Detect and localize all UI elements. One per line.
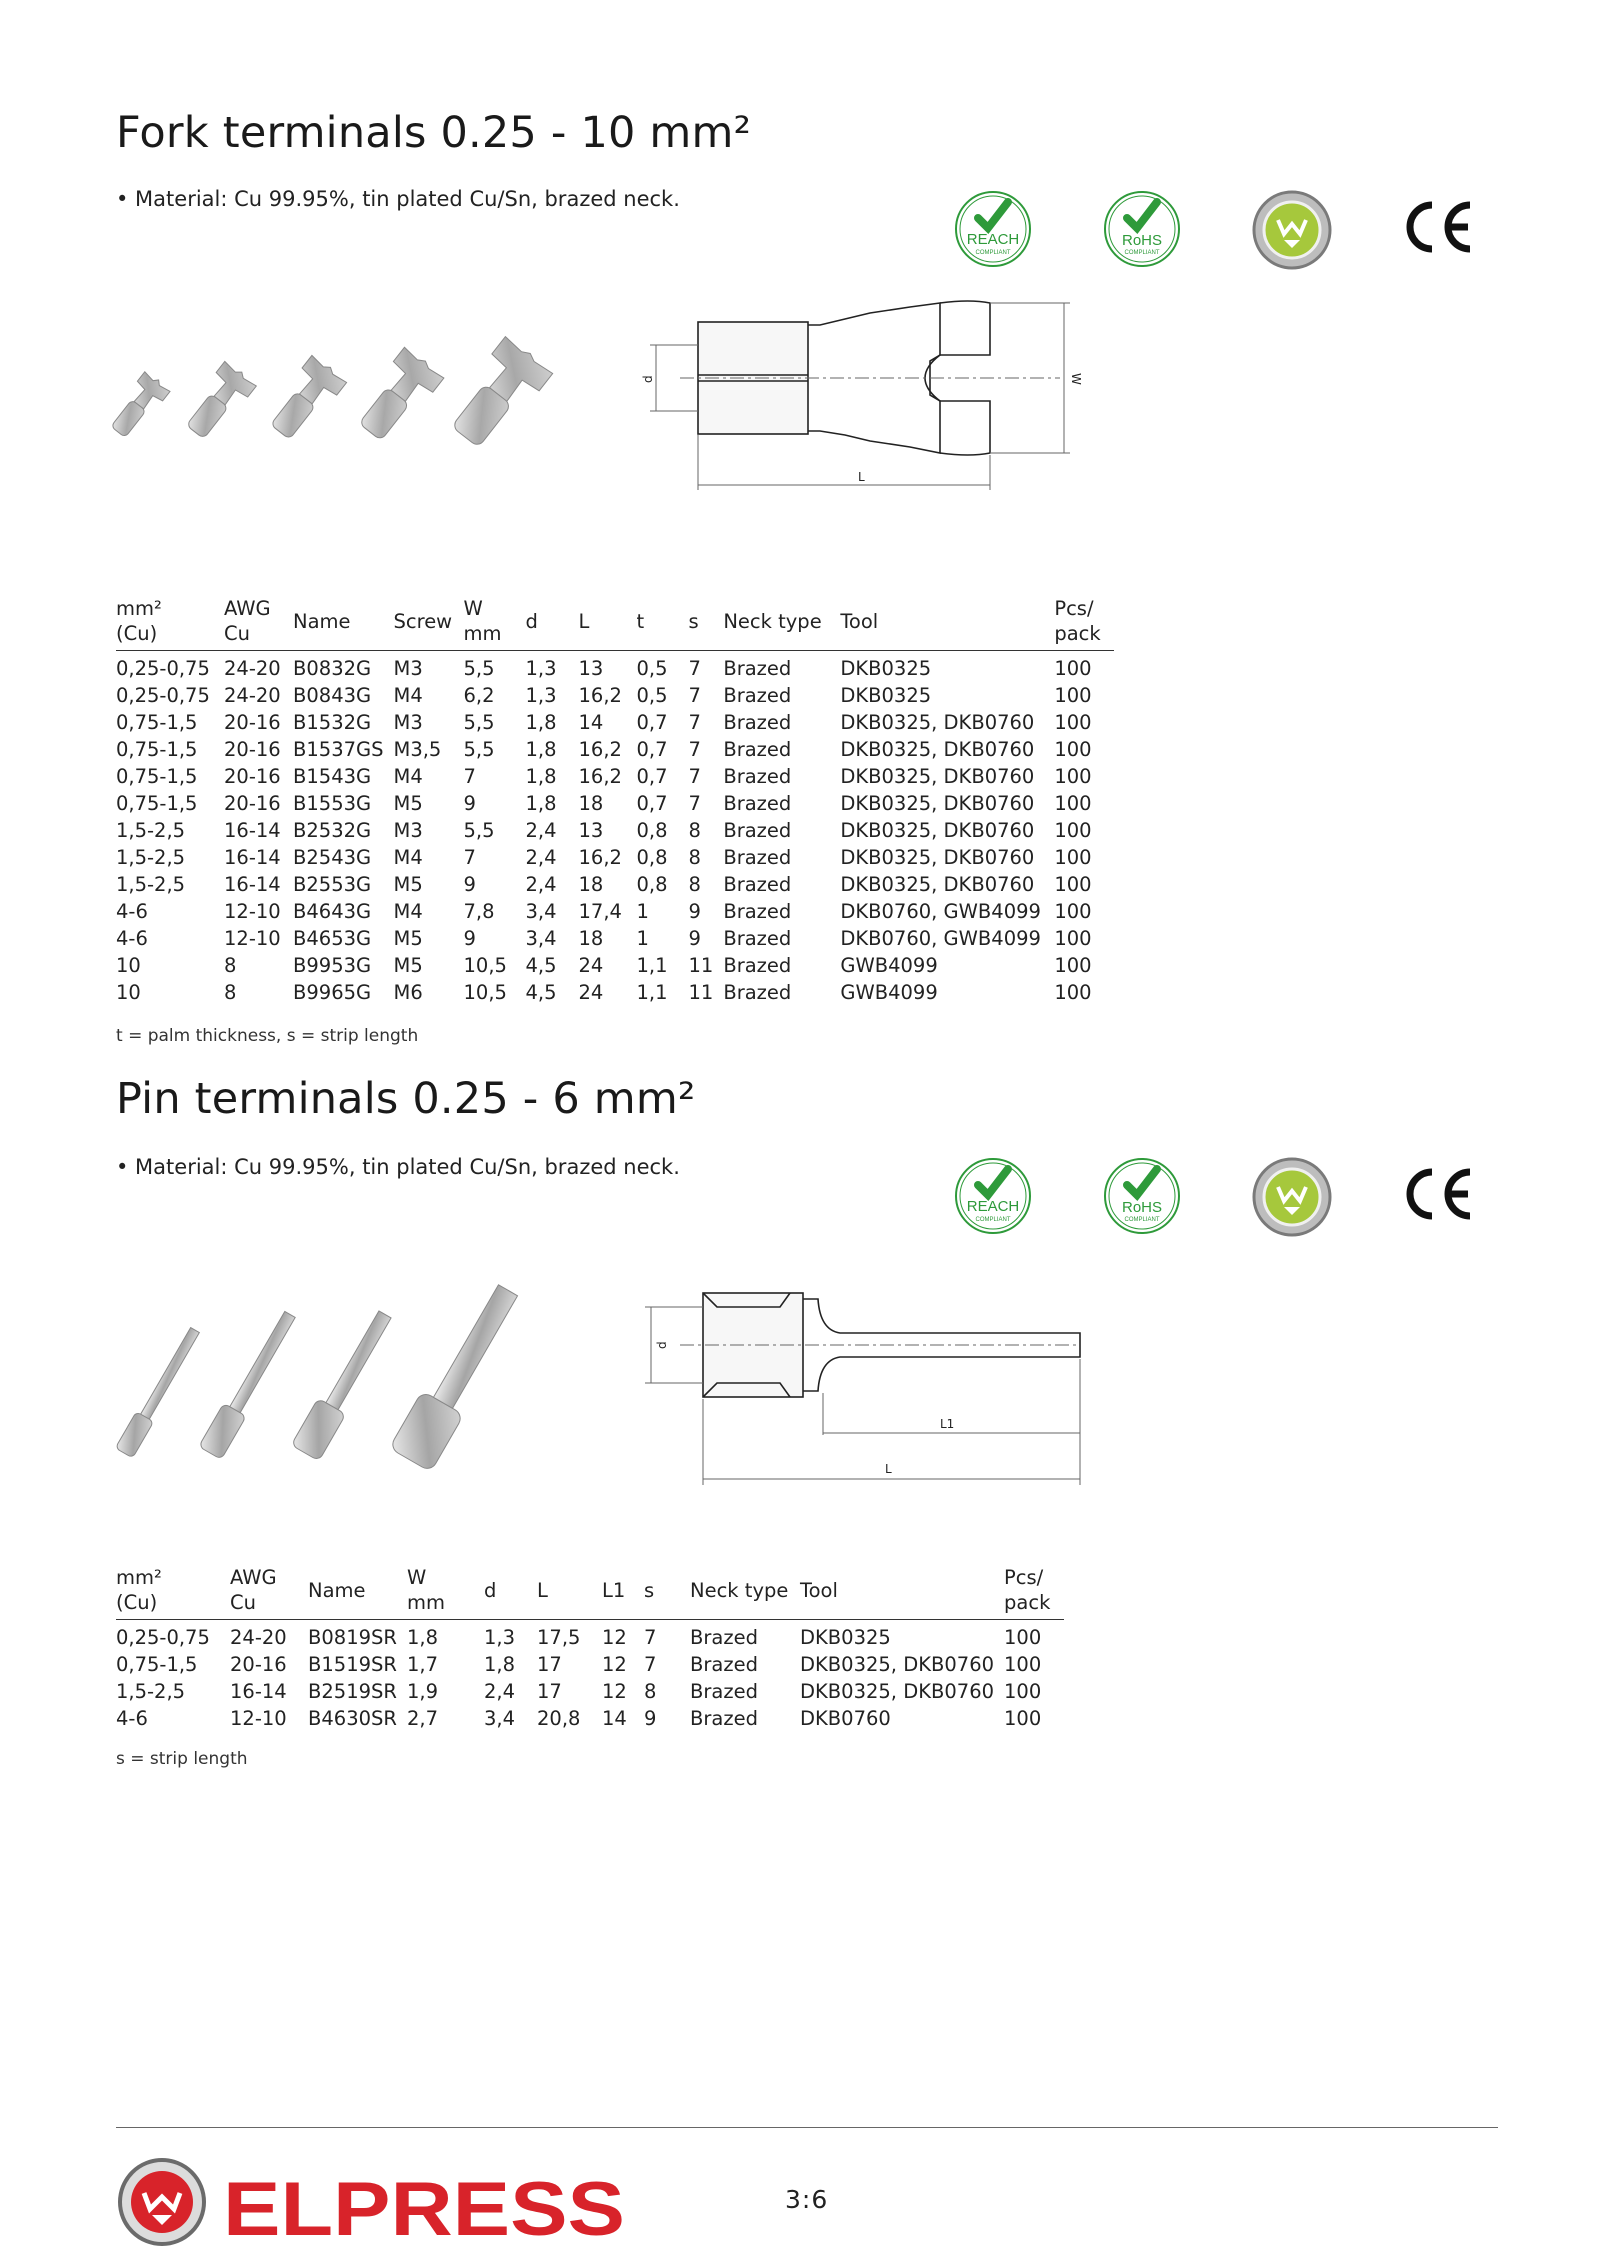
table-cell: M4 <box>393 846 423 869</box>
table-cell: 1,1 <box>636 981 668 1004</box>
table-cell: 2,7 <box>407 1707 439 1730</box>
table-cell: 1,3 <box>525 684 557 707</box>
table-cell: 18 <box>578 792 604 815</box>
table-cell: 10,5 <box>463 981 507 1004</box>
table-cell: 20,8 <box>537 1707 581 1730</box>
col-mm: mm² (Cu) <box>116 596 224 651</box>
table-cell: 0,8 <box>636 846 668 869</box>
table-cell: 9 <box>644 1707 657 1730</box>
table-cell: B1543G <box>293 765 372 788</box>
svg-text:W: W <box>1069 373 1083 385</box>
table-cell: 0,25-0,75 <box>116 1626 210 1649</box>
table-cell: M3 <box>393 657 423 680</box>
table-cell: B1553G <box>293 792 372 815</box>
table-cell: DKB0325 <box>840 684 932 707</box>
table-cell: 16,2 <box>578 738 622 761</box>
table-row <box>116 871 1114 898</box>
table-cell: 11 <box>688 954 714 977</box>
table-cell: 24-20 <box>224 657 281 680</box>
table-cell: 100 <box>1054 954 1092 977</box>
table-cell: B2553G <box>293 873 372 896</box>
col-w: W mm <box>407 1565 484 1620</box>
table-cell: 17 <box>537 1680 562 1703</box>
table-cell: 1,8 <box>484 1653 516 1676</box>
table-cell: 3,4 <box>484 1707 516 1730</box>
table-cell: GWB4099 <box>840 981 938 1004</box>
table-cell: 1,5-2,5 <box>116 846 186 869</box>
table-cell: M5 <box>393 954 423 977</box>
pin-terminals-photo <box>110 1265 590 1479</box>
pin-section-title: Pin terminals 0.25 - 6 mm² <box>116 1074 696 1124</box>
table-cell: 16,2 <box>578 684 622 707</box>
col-l: L <box>537 1565 602 1620</box>
table-cell: 16-14 <box>230 1680 287 1703</box>
table-cell: B4643G <box>293 900 372 923</box>
table-cell: 0,8 <box>636 819 668 842</box>
svg-text:COMPLIANT: COMPLIANT <box>1124 1217 1160 1223</box>
table-cell: 11 <box>688 981 714 1004</box>
table-cell: 7 <box>688 657 701 680</box>
table-cell: Brazed <box>690 1653 758 1676</box>
table-cell: 8 <box>224 981 237 1004</box>
table-cell: 10,5 <box>463 954 507 977</box>
table-cell: 20-16 <box>230 1653 287 1676</box>
table-cell: 1,8 <box>525 738 557 761</box>
elpress-certification-seal <box>1250 1155 1334 1243</box>
table-cell: 10 <box>116 954 141 977</box>
table-cell: 20-16 <box>224 765 281 788</box>
pin-technical-drawing <box>640 1285 1080 1504</box>
col-mm: mm² (Cu) <box>116 1565 230 1620</box>
table-cell: 7 <box>688 792 701 815</box>
col-s: s <box>644 1565 690 1620</box>
table-cell: 100 <box>1054 711 1092 734</box>
table-cell: 7 <box>644 1653 657 1676</box>
table-cell: 3,4 <box>525 900 557 923</box>
table-cell: Brazed <box>723 954 792 977</box>
table-cell: 16,2 <box>578 846 622 869</box>
table-cell: M4 <box>393 765 423 788</box>
fork-section-title: Fork terminals 0.25 - 10 mm² <box>116 108 752 158</box>
col-awg: AWG Cu <box>230 1565 308 1620</box>
table-cell: 7 <box>688 684 701 707</box>
reach-badge <box>952 188 1034 274</box>
elpress-logo <box>118 2155 638 2254</box>
col-tool: Tool <box>840 596 1054 651</box>
table-cell: DKB0325, DKB0760 <box>800 1680 995 1703</box>
table-cell: Brazed <box>723 738 792 761</box>
table-cell: 16-14 <box>224 873 281 896</box>
table-row <box>116 952 1114 979</box>
table-cell: DKB0760, GWB4099 <box>840 927 1041 950</box>
col-s: s <box>689 596 724 651</box>
table-cell: 0,75-1,5 <box>116 765 198 788</box>
rohs-badge <box>1101 1155 1183 1241</box>
col-awg: AWG Cu <box>224 596 293 651</box>
table-cell: B4630SR <box>308 1707 397 1730</box>
table-cell: Brazed <box>723 873 792 896</box>
table-cell: B1532G <box>293 711 372 734</box>
table-cell: DKB0325, DKB0760 <box>840 792 1035 815</box>
table-cell: 0,7 <box>636 792 668 815</box>
table-cell: DKB0760 <box>800 1707 891 1730</box>
table-cell: 100 <box>1004 1707 1042 1730</box>
table-cell: M3 <box>393 711 423 734</box>
fork-terminals-photo <box>110 282 640 456</box>
table-cell: 0,7 <box>636 765 668 788</box>
table-cell: 100 <box>1054 846 1092 869</box>
table-cell: 13 <box>578 819 604 842</box>
table-cell: 1,5-2,5 <box>116 1680 186 1703</box>
table-row <box>116 790 1114 817</box>
table-cell: 1,5-2,5 <box>116 819 186 842</box>
table-cell: 13 <box>578 657 604 680</box>
table-cell: B4653G <box>293 927 372 950</box>
table-cell: B1519SR <box>308 1653 397 1676</box>
table-cell: 4-6 <box>116 927 148 950</box>
table-cell: Brazed <box>723 981 792 1004</box>
table-cell: Brazed <box>723 846 792 869</box>
svg-text:COMPLIANT: COMPLIANT <box>975 1217 1011 1223</box>
table-cell: 4,5 <box>525 954 557 977</box>
table-cell: 12-10 <box>224 900 281 923</box>
table-cell: Brazed <box>723 711 792 734</box>
table-cell: DKB0325, DKB0760 <box>840 846 1035 869</box>
table-cell: B9953G <box>293 954 372 977</box>
table-row <box>116 844 1114 871</box>
table-cell: 100 <box>1054 873 1092 896</box>
col-d: d <box>526 596 579 651</box>
table-cell: 7,8 <box>463 900 495 923</box>
table-cell: M5 <box>393 927 423 950</box>
svg-text:L: L <box>885 1462 892 1476</box>
table-header-row <box>116 1565 1064 1620</box>
col-d: d <box>484 1565 537 1620</box>
table-cell: 5,5 <box>463 711 495 734</box>
table-cell: 2,4 <box>484 1680 516 1703</box>
table-cell: 20-16 <box>224 738 281 761</box>
table-cell: 9 <box>688 927 701 950</box>
table-cell: 12 <box>602 1680 627 1703</box>
table-cell: M5 <box>393 873 423 896</box>
table-row <box>116 651 1114 683</box>
table-cell: 1,8 <box>407 1626 439 1649</box>
table-cell: DKB0760, GWB4099 <box>840 900 1041 923</box>
table-cell: 12-10 <box>230 1707 287 1730</box>
col-l1: L1 <box>602 1565 644 1620</box>
table-cell: 17,4 <box>578 900 622 923</box>
fork-spec-table <box>116 596 1114 1006</box>
table-cell: 0,5 <box>636 684 668 707</box>
table-cell: 5,5 <box>463 738 495 761</box>
table-cell: GWB4099 <box>840 954 938 977</box>
table-cell: 1,8 <box>525 765 557 788</box>
table-cell: 20-16 <box>224 792 281 815</box>
table-cell: DKB0325, DKB0760 <box>840 873 1035 896</box>
table-cell: 18 <box>578 927 604 950</box>
table-cell: 9 <box>463 927 476 950</box>
pin-material-text: • Material: Cu 99.95%, tin plated Cu/Sn, brazed neck. <box>116 1155 680 1179</box>
table-cell: 10 <box>116 981 141 1004</box>
svg-text:COMPLIANT: COMPLIANT <box>975 250 1011 256</box>
table-cell: B1537GS <box>293 738 384 761</box>
svg-text:L: L <box>858 470 865 484</box>
table-cell: 12 <box>602 1653 627 1676</box>
col-pcs: Pcs/ pack <box>1004 1565 1064 1620</box>
fork-technical-drawing <box>640 285 1083 504</box>
table-cell: 1,1 <box>636 954 668 977</box>
table-row <box>116 1705 1064 1732</box>
table-row <box>116 925 1114 952</box>
table-cell: 14 <box>578 711 604 734</box>
table-cell: 0,25-0,75 <box>116 657 210 680</box>
table-cell: 18 <box>578 873 604 896</box>
table-cell: 0,75-1,5 <box>116 711 198 734</box>
table-cell: 4-6 <box>116 1707 148 1730</box>
table-cell: Brazed <box>723 819 792 842</box>
table-cell: 6,2 <box>463 684 495 707</box>
table-cell: 2,4 <box>525 873 557 896</box>
table-cell: 9 <box>463 792 476 815</box>
table-cell: DKB0325, DKB0760 <box>840 738 1035 761</box>
col-pcs: Pcs/ pack <box>1054 596 1114 651</box>
svg-text:REACH: REACH <box>966 231 1020 248</box>
table-cell: B0832G <box>293 657 372 680</box>
table-cell: 9 <box>463 873 476 896</box>
table-cell: 12 <box>602 1626 627 1649</box>
table-cell: B0819SR <box>308 1626 397 1649</box>
table-cell: Brazed <box>723 900 792 923</box>
pin-table-note: s = strip length <box>116 1749 248 1769</box>
table-cell: 14 <box>602 1707 627 1730</box>
table-cell: 100 <box>1054 792 1092 815</box>
table-cell: 0,25-0,75 <box>116 684 210 707</box>
table-cell: Brazed <box>690 1707 758 1730</box>
table-row <box>116 736 1114 763</box>
table-cell: 8 <box>688 819 701 842</box>
table-cell: 8 <box>688 873 701 896</box>
table-cell: DKB0325 <box>800 1626 891 1649</box>
table-cell: B9965G <box>293 981 372 1004</box>
table-cell: 1,5-2,5 <box>116 873 186 896</box>
fork-material-text: • Material: Cu 99.95%, tin plated Cu/Sn, brazed neck. <box>116 187 680 211</box>
rohs-badge <box>1101 188 1183 274</box>
table-cell: 7 <box>688 738 701 761</box>
page-number: 3:6 <box>785 2185 829 2214</box>
table-cell: 24 <box>578 981 604 1004</box>
table-cell: 8 <box>688 846 701 869</box>
table-cell: 1,3 <box>484 1626 516 1649</box>
svg-text:RoHS: RoHS <box>1121 1199 1163 1216</box>
table-cell: 2,4 <box>525 819 557 842</box>
elpress-certification-seal <box>1250 188 1334 276</box>
table-cell: Brazed <box>723 792 792 815</box>
table-cell: DKB0325, DKB0760 <box>840 711 1035 734</box>
col-tool: Tool <box>800 1565 1004 1620</box>
table-cell: 17,5 <box>537 1626 581 1649</box>
table-cell: 100 <box>1004 1626 1042 1649</box>
table-cell: 0,8 <box>636 873 668 896</box>
table-cell: 5,5 <box>463 819 495 842</box>
table-cell: DKB0325, DKB0760 <box>840 819 1035 842</box>
table-cell: 1,3 <box>525 657 557 680</box>
table-cell: M6 <box>393 981 423 1004</box>
col-neck: Neck type <box>723 596 840 651</box>
table-header-row <box>116 596 1114 651</box>
table-cell: 16,2 <box>578 765 622 788</box>
col-name: Name <box>308 1565 407 1620</box>
footer-divider <box>116 2127 1498 2128</box>
table-cell: 24 <box>578 954 604 977</box>
table-cell: 100 <box>1054 927 1092 950</box>
table-cell: 100 <box>1054 765 1092 788</box>
table-cell: 4-6 <box>116 900 148 923</box>
table-cell: 0,75-1,5 <box>116 792 198 815</box>
table-cell: B2543G <box>293 846 372 869</box>
table-cell: 5,5 <box>463 657 495 680</box>
table-cell: 24-20 <box>224 684 281 707</box>
table-cell: DKB0325 <box>840 657 932 680</box>
col-l: L <box>579 596 637 651</box>
svg-text:RoHS: RoHS <box>1121 232 1163 249</box>
table-row <box>116 682 1114 709</box>
table-cell: B2532G <box>293 819 372 842</box>
table-cell: Brazed <box>723 765 792 788</box>
fork-table-note: t = palm thickness, s = strip length <box>116 1026 419 1046</box>
table-cell: M5 <box>393 792 423 815</box>
table-cell: 7 <box>463 765 476 788</box>
col-screw: Screw <box>394 596 464 651</box>
table-cell: 0,75-1,5 <box>116 738 198 761</box>
table-row <box>116 1651 1064 1678</box>
table-cell: DKB0325, DKB0760 <box>800 1653 995 1676</box>
table-row <box>116 1620 1064 1652</box>
table-cell: 1 <box>636 927 649 950</box>
table-cell: M4 <box>393 900 423 923</box>
col-neck: Neck type <box>690 1565 800 1620</box>
table-cell: 100 <box>1054 657 1092 680</box>
table-cell: Brazed <box>723 657 792 680</box>
svg-text:d: d <box>655 1341 669 1349</box>
svg-text:d: d <box>641 375 655 383</box>
table-cell: 0,5 <box>636 657 668 680</box>
ce-mark <box>1400 1164 1480 1228</box>
table-cell: 1 <box>636 900 649 923</box>
col-name: Name <box>293 596 394 651</box>
table-cell: 1,8 <box>525 711 557 734</box>
table-cell: 7 <box>463 846 476 869</box>
table-cell: 100 <box>1004 1680 1042 1703</box>
table-cell: 100 <box>1054 819 1092 842</box>
table-cell: M3 <box>393 819 423 842</box>
table-row <box>116 709 1114 736</box>
table-cell: 0,7 <box>636 711 668 734</box>
table-cell: 17 <box>537 1653 562 1676</box>
table-cell: DKB0325, DKB0760 <box>840 765 1035 788</box>
table-cell: 100 <box>1004 1653 1042 1676</box>
table-cell: 3,4 <box>525 927 557 950</box>
table-cell: 100 <box>1054 738 1092 761</box>
table-cell: 7 <box>644 1626 657 1649</box>
table-cell: 7 <box>688 765 701 788</box>
table-cell: 100 <box>1054 981 1092 1004</box>
svg-text:REACH: REACH <box>966 1198 1020 1215</box>
table-cell: 2,4 <box>525 846 557 869</box>
table-cell: 24-20 <box>230 1626 287 1649</box>
table-cell: 1,7 <box>407 1653 439 1676</box>
table-cell: 1,9 <box>407 1680 439 1703</box>
table-cell: 4,5 <box>525 981 557 1004</box>
table-cell: 8 <box>644 1680 657 1703</box>
table-cell: Brazed <box>723 927 792 950</box>
table-cell: Brazed <box>690 1680 758 1703</box>
table-row <box>116 1678 1064 1705</box>
reach-badge <box>952 1155 1034 1241</box>
table-row <box>116 898 1114 925</box>
svg-text:L1: L1 <box>940 1417 955 1431</box>
svg-text:ELPRESS: ELPRESS <box>223 2167 625 2252</box>
table-cell: B0843G <box>293 684 372 707</box>
table-cell: M3,5 <box>393 738 442 761</box>
table-cell: 8 <box>224 954 237 977</box>
table-cell: Brazed <box>690 1626 758 1649</box>
table-cell: Brazed <box>723 684 792 707</box>
table-row <box>116 979 1114 1006</box>
table-cell: 9 <box>688 900 701 923</box>
table-cell: B2519SR <box>308 1680 397 1703</box>
table-row <box>116 817 1114 844</box>
svg-text:COMPLIANT: COMPLIANT <box>1124 250 1160 256</box>
table-cell: 100 <box>1054 684 1092 707</box>
table-cell: 12-10 <box>224 927 281 950</box>
ce-mark <box>1400 197 1480 261</box>
col-w: W mm <box>464 596 526 651</box>
pin-spec-table <box>116 1565 1064 1732</box>
table-cell: 16-14 <box>224 846 281 869</box>
table-cell: 1,8 <box>525 792 557 815</box>
table-row <box>116 763 1114 790</box>
table-cell: 16-14 <box>224 819 281 842</box>
table-cell: M4 <box>393 684 423 707</box>
table-cell: 7 <box>688 711 701 734</box>
table-cell: 0,7 <box>636 738 668 761</box>
table-cell: 0,75-1,5 <box>116 1653 198 1676</box>
table-cell: 20-16 <box>224 711 281 734</box>
col-t: t <box>637 596 689 651</box>
table-cell: 100 <box>1054 900 1092 923</box>
